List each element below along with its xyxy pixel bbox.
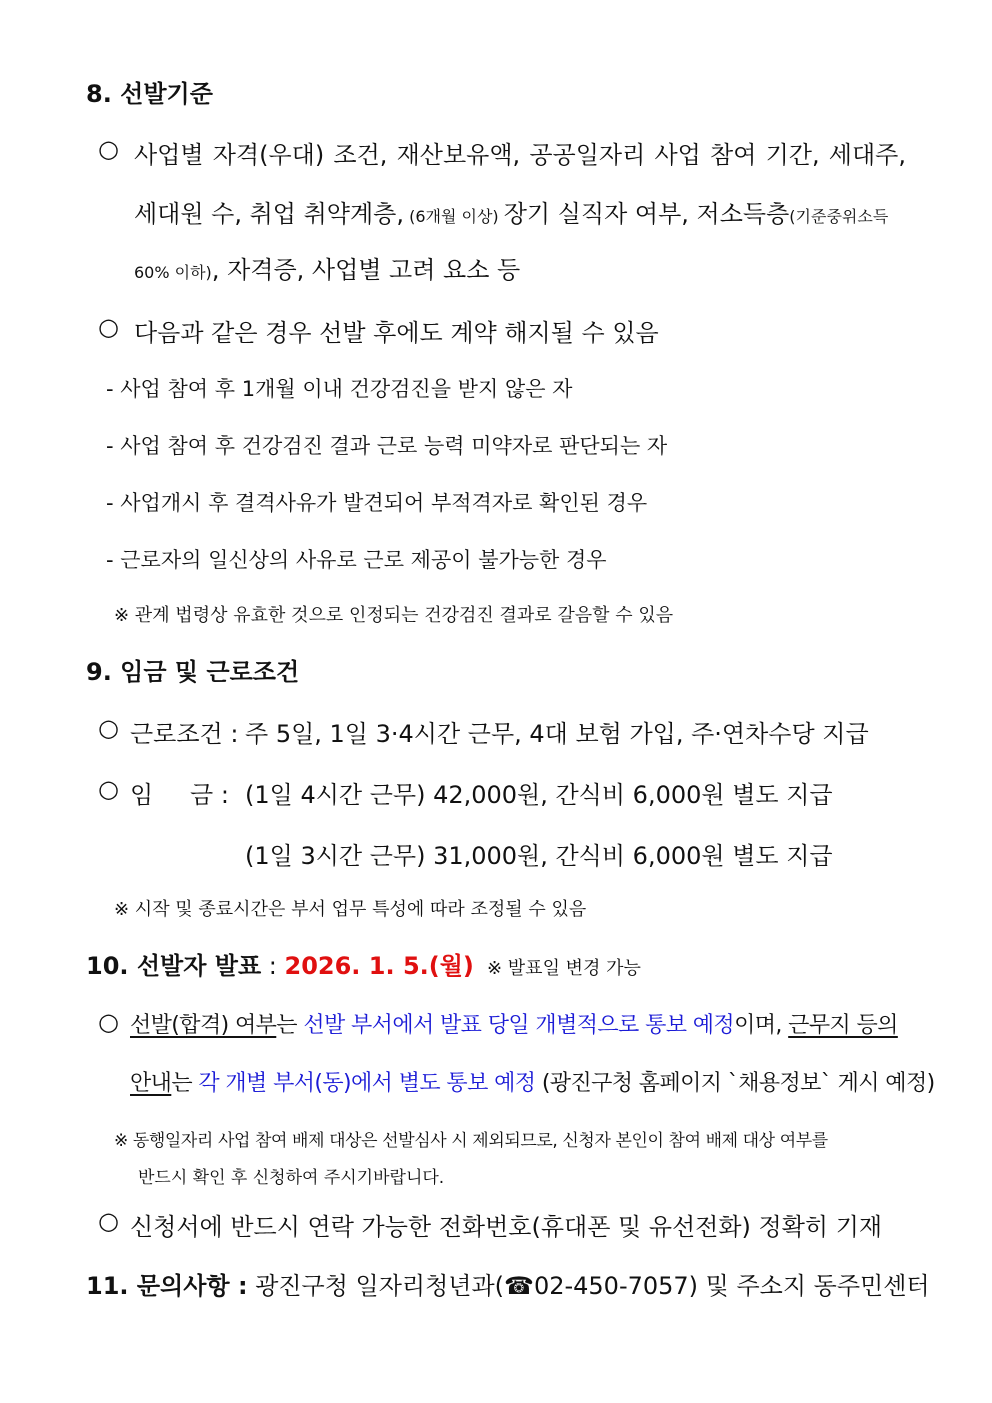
termination-item: - 근로자의 일신상의 사유로 근로 제공이 불가능한 경우: [106, 548, 607, 572]
wage-label-b: 금 :: [190, 781, 229, 809]
bullet-mark: ○: [98, 135, 119, 163]
word: 자격(우대): [212, 141, 325, 169]
text: 02-450-7057) 및 주소지 동주민센터: [533, 1272, 930, 1300]
section-11-row: [86, 1266, 930, 1301]
termination-heading: 다음과 같은 경우 선발 후에도 계약 해지될 수 있음: [134, 319, 659, 347]
criteria-line-1: [134, 135, 906, 170]
section-10-note-2: 반드시 확인 후 신청하여 주시기바랍니다.: [138, 1168, 445, 1188]
section-10-title: 10. 선발자 발표: [86, 952, 262, 980]
text: 이며,: [734, 1013, 789, 1038]
criteria-line-2: [134, 194, 906, 229]
bullet-mark: ○: [98, 313, 119, 341]
text: 장기 실직자 여부, 저소득층: [503, 200, 790, 228]
text: 근무지 등의: [788, 1013, 898, 1038]
bullet-mark: ○: [98, 1008, 119, 1036]
section-8-note: ※ 관계 법령상 유효한 것으로 인정되는 건강검진 결과로 갈음할 수 있음: [114, 605, 674, 626]
date-note: ※ 발표일 변경 가능: [486, 958, 641, 979]
text: 선발(합격) 여부: [130, 1013, 277, 1038]
text: 각 개별 부서(동)에서 별도 통보 예정: [198, 1071, 536, 1096]
word: 사업: [654, 141, 701, 169]
conditions-label: 근로조건 :: [130, 720, 239, 748]
wage-3h: (1일 3시간 근무) 31,000원, 간식비 6,000원 별도 지급: [245, 842, 833, 870]
text: (6개월 이상): [409, 207, 499, 226]
conditions-text: 주 5일, 1일 3·4시간 근무, 4대 보험 가입, 주·연차수당 지급: [245, 720, 869, 748]
word: 기간,: [765, 141, 820, 169]
criteria-line-3: [134, 250, 520, 285]
wage-label-a: 임: [130, 781, 154, 809]
colon: :: [261, 952, 285, 980]
text: 선발 부서에서 발표 당일 개별적으로 통보 예정: [303, 1013, 735, 1038]
text: (광진구청 홈페이지 `채용정보` 게시 예정): [535, 1071, 935, 1096]
word: 사업별: [134, 141, 204, 169]
announce-line-1: [130, 1008, 898, 1039]
word: 참여: [710, 141, 757, 169]
termination-item: - 사업 참여 후 건강검진 결과 근로 능력 미약자로 판단되는 자: [106, 434, 668, 458]
bullet-mark: ○: [98, 1207, 119, 1235]
bullet-mark: ○: [98, 775, 119, 803]
text: 안내: [130, 1071, 172, 1096]
section-9-note: ※ 시작 및 종료시간은 부서 업무 특성에 따라 조정될 수 있음: [114, 899, 587, 920]
text: 60% 이하): [134, 263, 212, 282]
text: 광진구청 일자리청년과(: [247, 1272, 505, 1300]
section-10-title-row: [86, 946, 641, 981]
announce-date: 2026. 1. 5.(월): [284, 952, 474, 980]
text: 는: [276, 1013, 304, 1038]
phone-icon: ☎: [504, 1272, 534, 1300]
termination-item: - 사업개시 후 결격사유가 발견되어 부적격자로 확인된 경우: [106, 491, 648, 515]
section-8-title: 8. 선발기준: [86, 80, 213, 108]
text: 세대원 수, 취업 취약계층,: [134, 200, 404, 228]
text: (기준중위소득: [789, 207, 889, 226]
phone-required-text: 신청서에 반드시 연락 가능한 전화번호(휴대폰 및 유선전화) 정확히 기재: [130, 1213, 883, 1241]
section-11-title: 11. 문의사항 :: [86, 1272, 248, 1300]
text: 는: [171, 1071, 199, 1096]
word: 공공일자리: [529, 141, 646, 169]
word: 조건,: [333, 141, 388, 169]
announce-line-2: [130, 1066, 935, 1097]
termination-item: - 사업 참여 후 1개월 이내 건강검진을 받지 않은 자: [106, 377, 573, 401]
word: 재산보유액,: [396, 141, 521, 169]
bullet-mark: ○: [98, 714, 119, 742]
text: , 자격증, 사업별 고려 요소 등: [211, 256, 521, 284]
word: 세대주,: [828, 141, 906, 169]
section-10-note-1: ※ 동행일자리 사업 참여 배제 대상은 선발심사 시 제외되므로, 신청자 본인이 참여 배제 대상 여부를: [114, 1131, 828, 1151]
section-9-title: 9. 임금 및 근로조건: [86, 658, 300, 686]
wage-4h: (1일 4시간 근무) 42,000원, 간식비 6,000원 별도 지급: [245, 781, 833, 809]
